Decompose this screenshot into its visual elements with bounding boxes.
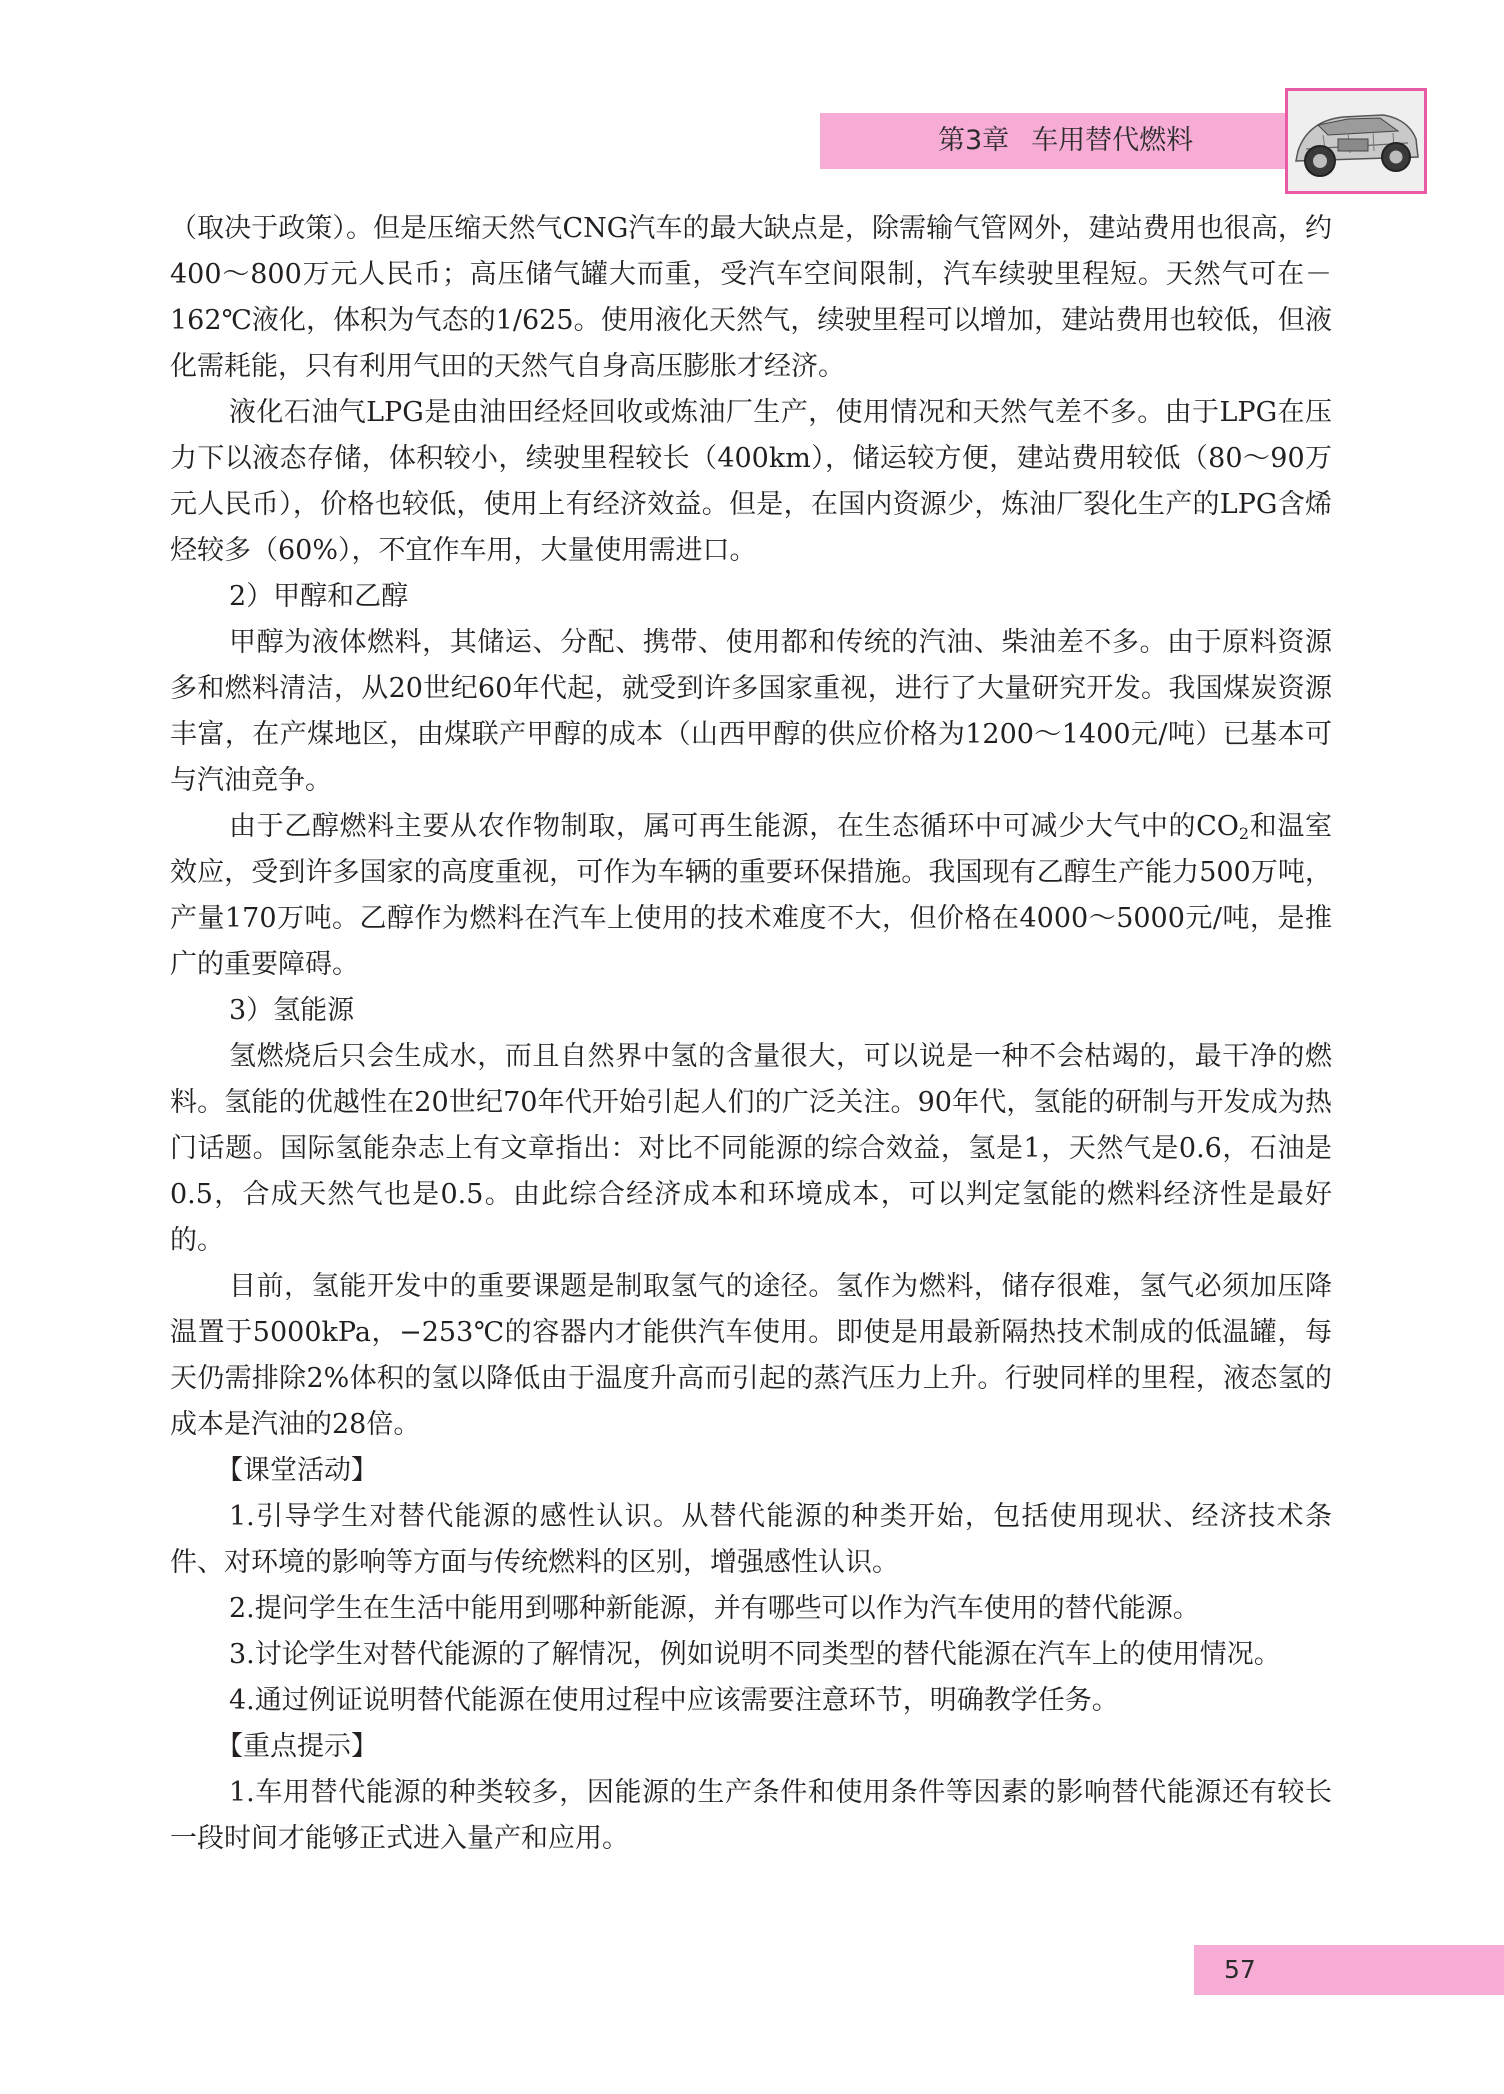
co2-subscript: 2: [1238, 824, 1250, 843]
paragraph-ethanol-part1: 由于乙醇燃料主要从农作物制取，属可再生能源，在生态循环中可减少大气中的CO: [229, 811, 1239, 842]
activity-item-4: 4.通过例证说明替代能源在使用过程中应该需要注意环节，明确教学任务。: [229, 1685, 1119, 1716]
chapter-number: 第3章: [938, 125, 1010, 156]
activity-heading: 【课堂活动】: [216, 1455, 378, 1486]
key-points-heading: 【重点提示】: [216, 1731, 378, 1762]
paragraph-methanol: 甲醇为液体燃料，其储运、分配、携带、使用都和传统的汽油、柴油差不多。由于原料资源多和燃料清洁，从20世纪60年代起，就受到许多国家重视，进行了大量研究开发。我国煤炭资源丰富，在产煤地区，由煤联产甲醇的成本（山西甲醇的供应价格为1200～1400元/吨）已基本可与汽油竞争。: [170, 627, 1332, 796]
page-number: 57: [1224, 1955, 1256, 1984]
activity-item-1: 1.引导学生对替代能源的感性认识。从替代能源的种类开始，包括使用现状、经济技术条件、对环境的影响等方面与传统燃料的区别，增强感性认识。: [170, 1501, 1332, 1578]
car-illustration-svg: [1288, 91, 1424, 191]
section-heading-methanol-ethanol: 2）甲醇和乙醇: [229, 581, 409, 612]
paragraph-hydrogen-storage: 目前，氢能开发中的重要课题是制取氢气的途径。氢作为燃料，储存很难，氢气必须加压降温置于5000kPa，−253℃的容器内才能供汽车使用。即使是用最新隔热技术制成的低温罐，每天仍需排除2%体积的氢以降低由于温度升高而引起的蒸汽压力上升。行驶同样的里程，液态氢的成本是汽油的28倍。: [170, 1271, 1332, 1440]
section-heading-hydrogen: 3）氢能源: [229, 995, 355, 1026]
paragraph-cng: （取决于政策）。但是压缩天然气CNG汽车的最大缺点是，除需输气管网外，建站费用也很高，约400～800万元人民币；高压储气罐大而重，受汽车空间限制，汽车续驶里程短。天然气可在－162℃液化，体积为气态的1/625。使用液化天然气，续驶里程可以增加，建站费用也较低，但液化需耗能，只有利用气田的天然气自身高压膨胀才经济。: [170, 213, 1332, 382]
paragraph-ethanol-part2: 和温室效应，受到许多国家的高度重视，可作为车辆的重要环保措施。我国现有乙醇生产能力500万吨，产量170万吨。乙醇作为燃料在汽车上使用的技术难度不大，但价格在4000～5000元/吨，是推广的重要障碍。: [170, 811, 1333, 980]
activity-item-2: 2.提问学生在生活中能用到哪种新能源，并有哪些可以作为汽车使用的替代能源。: [229, 1593, 1200, 1624]
paragraph-hydrogen-advantages: 氢燃烧后只会生成水，而且自然界中氢的含量很大，可以说是一种不会枯竭的，最干净的燃料。氢能的优越性在20世纪70年代开始引起人们的广泛关注。90年代，氢能的研制与开发成为热门话题。国际氢能杂志上有文章指出：对比不同能源的综合效益，氢是1，天然气是0.6，石油是0.5，合成天然气也是0.5。由此综合经济成本和环境成本，可以判定氢能的燃料经济性是最好的。: [170, 1041, 1332, 1256]
chapter-title: 车用替代燃料: [1031, 125, 1194, 156]
paragraph-ethanol: [170, 804, 1332, 988]
page-body: [170, 206, 1332, 1862]
paragraph-lpg: 液化石油气LPG是由油田经烃回收或炼油厂生产，使用情况和天然气差不多。由于LPG在压力下以液态存储，体积较小，续驶里程较长（400km），储运较方便，建站费用较低（80～90万元人民币），价格也较低，使用上有经济效益。但是，在国内资源少，炼油厂裂化生产的LPG含烯烃较多（60%），不宜作车用，大量使用需进口。: [170, 397, 1332, 566]
key-point-1: 1.车用替代能源的种类较多，因能源的生产条件和使用条件等因素的影响替代能源还有较长一段时间才能够正式进入量产和应用。: [170, 1777, 1332, 1854]
chapter-header-title: [938, 117, 1193, 165]
activity-item-3: 3.讨论学生对替代能源的了解情况，例如说明不同类型的替代能源在汽车上的使用情况。: [229, 1639, 1281, 1670]
car-chassis-icon: [1285, 88, 1427, 194]
